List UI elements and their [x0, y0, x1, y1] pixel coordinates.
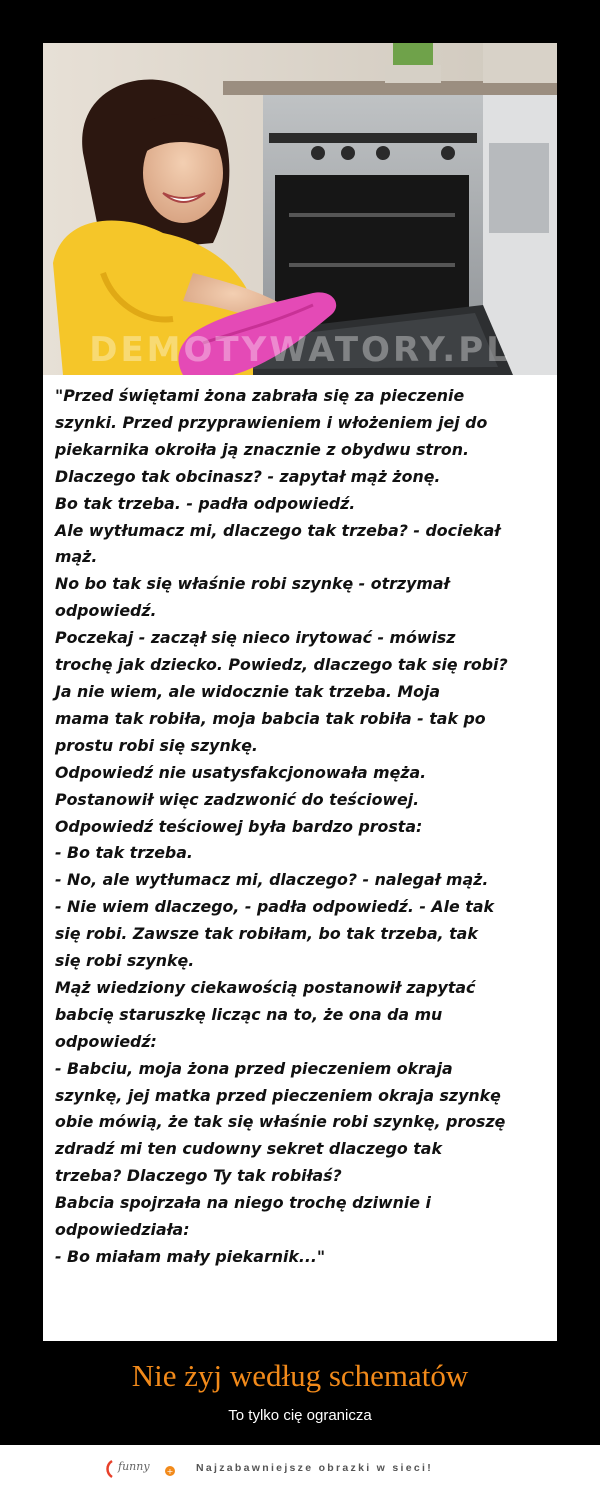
story-line: Odpowiedź nie usatysfakcjonowała męża.	[55, 762, 427, 782]
footer-tagline: Najzabawniejsze obrazki w sieci!	[196, 1462, 433, 1474]
logo-text: funny	[118, 1460, 150, 1473]
story-line: obie mówią, że tak się właśnie robi szynkę, proszę	[55, 1112, 506, 1132]
story-line: szynki. Przed przyprawieniem i włożeniem jej do	[55, 412, 488, 432]
story-line: No bo tak się właśnie robi szynkę - otrzymał	[55, 574, 450, 594]
footer-bar	[0, 1445, 600, 1491]
frame-notch	[240, 1325, 360, 1341]
story-line: babcię staruszkę licząc na to, że ona da mu	[55, 1004, 443, 1024]
story-line: Odpowiedź teściowej była bardzo prosta:	[55, 816, 423, 836]
story-line: piekarnika okroiła ją znacznie z obydwu stron.	[55, 439, 469, 459]
story-line: Dlaczego tak obcinasz? - zapytał mąż żonę.	[55, 466, 441, 486]
story-line: zdradź mi ten cudowny sekret dlaczego tak	[55, 1139, 442, 1159]
story-line: szynkę, jej matka przed pieczeniem okraja szynkę	[55, 1085, 501, 1105]
story-line: odpowiedź:	[55, 1031, 157, 1051]
story-line: się robi szynkę.	[55, 951, 195, 971]
demotivator-frame	[43, 43, 557, 1341]
story-line: - Bo tak trzeba.	[55, 843, 193, 863]
story-line: odpowiedziała:	[55, 1220, 190, 1240]
story-line: trzeba? Dlaczego Ty tak robiłaś?	[55, 1166, 342, 1186]
story-line: "Przed świętami żona zabrała się za pieczenie	[55, 386, 465, 405]
woman-oven-photo	[43, 43, 557, 375]
story-line: odpowiedź.	[55, 601, 157, 621]
subline: To tylko cię ogranicza	[228, 1407, 372, 1424]
story-line: prostu robi się szynkę.	[55, 735, 258, 755]
story-line: Bo tak trzeba. - padła odpowiedź.	[55, 493, 356, 513]
story-line: się robi. Zawsze tak robiłam, bo tak trzeba, tak	[55, 924, 478, 944]
svg-text:+: +	[166, 1467, 174, 1476]
story-line: - Bo miałam mały piekarnik..."	[55, 1247, 326, 1266]
watermark: DEMOTYWATORY.PL	[89, 330, 511, 370]
story-line: mama tak robiła, moja babcia tak robiła - tak po	[55, 708, 486, 728]
story-line: Babcia spojrzała na niego trochę dziwnie i	[55, 1193, 431, 1213]
story-line: - No, ale wytłumacz mi, dlaczego? - nalegał mąż.	[55, 870, 489, 890]
story-line: - Nie wiem dlaczego, - padła odpowiedź. - Ale tak	[55, 897, 494, 917]
story-line: Ale wytłumacz mi, dlaczego tak trzeba? - dociekał	[55, 520, 501, 540]
story-line: Poczekaj - zaczął się nieco irytować - mówisz	[55, 628, 456, 648]
story-line: mąż.	[55, 547, 98, 567]
story-text	[55, 383, 551, 1271]
story-line: - Babciu, moja żona przed pieczeniem okraja	[55, 1058, 453, 1078]
site-logo[interactable]	[104, 1457, 176, 1481]
headline: Nie żyj według schematów	[131, 1358, 469, 1393]
story-line: Ja nie wiem, ale widocznie tak trzeba. Moja	[55, 681, 441, 701]
story-line: Postanowił więc zadzwonić do teściowej.	[55, 789, 420, 809]
story-line: Mąż wiedziony ciekawością postanowił zapytać	[55, 977, 476, 997]
story-line: trochę jak dziecko. Powiedz, dlaczego tak się robi?	[55, 655, 508, 675]
